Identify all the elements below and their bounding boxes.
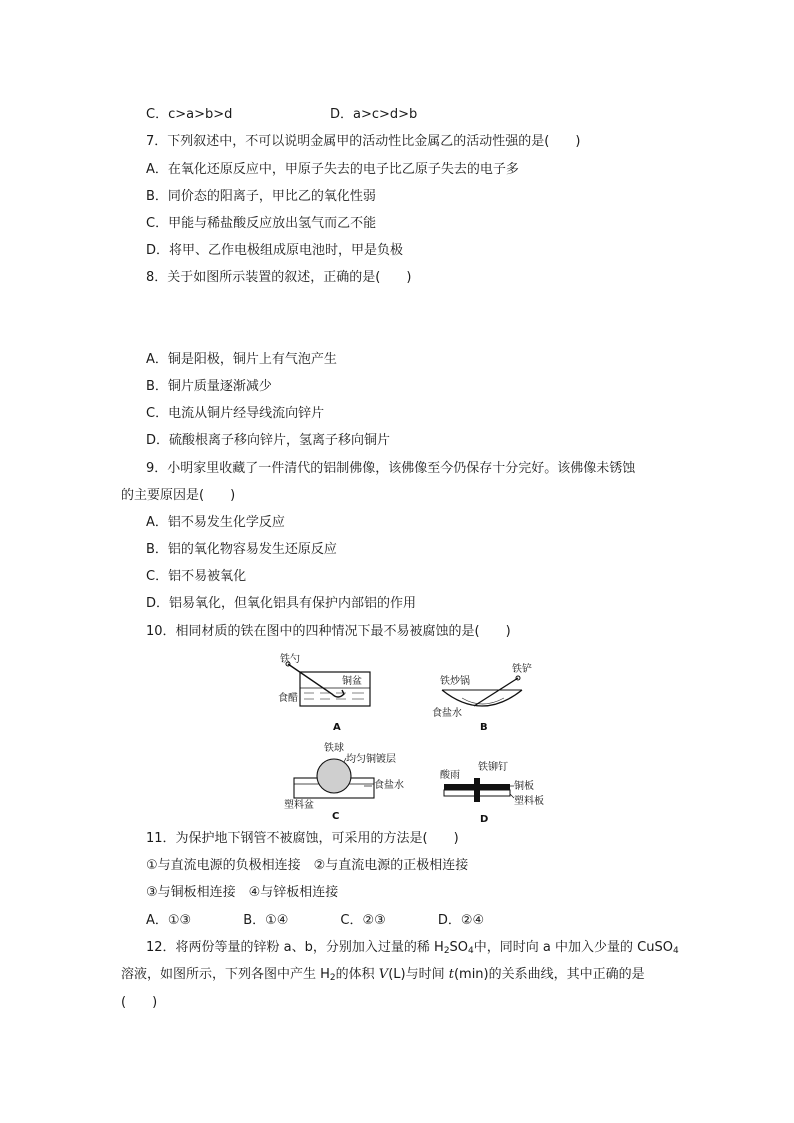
- q12-text-g: (min)的关系曲线，其中正确的是: [453, 967, 645, 982]
- label-iron-rivet: 铁铆钉: [478, 762, 508, 773]
- label-iron-spatula: 铁铲: [512, 664, 532, 675]
- figure-c-tag: C: [332, 811, 340, 820]
- label-iron-spoon: 铁勺: [280, 654, 300, 665]
- q12-sub1: 2: [443, 946, 450, 956]
- label-copper-coating: 均匀铜镀层: [346, 754, 396, 765]
- q12-text-a: 12．将两份等量的锌粉 a、b，分别加入过量的稀 H: [146, 940, 444, 955]
- q10-figure-c: [282, 740, 422, 820]
- q10-stem: 10．相同材质的铁在图中的四种情况下最不易被腐蚀的是( ): [146, 624, 511, 639]
- label-iron-wok: 铁炒锅: [440, 676, 470, 687]
- figure-b-tag: B: [480, 722, 488, 733]
- label-vinegar: 食醋: [278, 693, 298, 704]
- q12-text-d: 溶液，如图所示，下列各图中产生 H: [121, 967, 330, 982]
- q10-figure-b: [432, 660, 542, 736]
- q11-methods-line1: ①与直流电源的负极相连接 ②与直流电源的正极相连接: [146, 858, 469, 873]
- q12-stem-line3: ( ): [121, 995, 158, 1010]
- q8-stem: 8．关于如图所示装置的叙述，正确的是( ): [146, 270, 412, 285]
- figure-a-tag: A: [333, 722, 341, 733]
- q11-methods-line2: ③与铜板相连接 ④与锌板相连接: [146, 885, 339, 900]
- label-plastic-plate: 塑料板: [514, 796, 544, 807]
- q12-text-c: 中，同时向 a 中加入少量的 CuSO: [473, 940, 673, 955]
- q12-var-t: t: [448, 967, 454, 982]
- q12-text-e: 的体积: [335, 967, 379, 982]
- label-iron-ball: 铁球: [324, 743, 344, 754]
- q9-option-b: B．铝的氧化物容易发生还原反应: [146, 542, 337, 557]
- q12-stem-line2: [121, 966, 645, 984]
- q10-figure-a: [270, 652, 380, 734]
- q9-option-a: A．铝不易发生化学反应: [146, 515, 285, 530]
- q8-option-a: A．铜是阳极，铜片上有气泡产生: [146, 352, 337, 367]
- q12-stem-line1: [146, 939, 679, 957]
- q7-option-b: B．同价态的阳离子，甲比乙的氧化性弱: [146, 189, 376, 204]
- q8-option-b: B．铜片质量逐渐减少: [146, 379, 272, 394]
- label-brine-b: 食盐水: [432, 708, 462, 719]
- label-plastic-basin: 塑料盆: [284, 800, 314, 811]
- q10-figure-d: [440, 756, 560, 824]
- q9-stem-line1: 9．小明家里收藏了一件清代的铝制佛像，该佛像至今仍保存十分完好。该佛像未锈蚀: [146, 461, 636, 476]
- q8-option-d: D．硫酸根离子移向锌片，氢离子移向铜片: [146, 433, 391, 448]
- q6-option-c: C．c>a>b>d: [146, 107, 233, 122]
- q12-sub2: 4: [468, 946, 474, 956]
- q9-stem-line2: 的主要原因是( ): [121, 488, 236, 503]
- q12-var-v: V: [378, 967, 389, 982]
- q12-text-f: (L)与时间: [388, 967, 449, 982]
- iron-wok-shape: [442, 690, 522, 706]
- q7-option-d: D．将甲、乙作电极组成原电池时，甲是负极: [146, 243, 404, 258]
- q7-option-a: A．在氧化还原反应中，甲原子失去的电子比乙原子失去的电子多: [146, 162, 519, 177]
- label-copper-plate: 铜板: [514, 781, 534, 792]
- q9-option-d: D．铝易氧化，但氧化铝具有保护内部铝的作用: [146, 596, 417, 611]
- q7-stem: 7．下列叙述中，不可以说明金属甲的活动性比金属乙的活动性强的是( ): [146, 134, 581, 149]
- q12-sub4: 2: [329, 973, 336, 983]
- q12-sub3: 4: [672, 946, 679, 956]
- q11-options: A．①③ B．①④ C．②③ D．②④: [146, 913, 485, 928]
- label-copper-basin: 铜盆: [342, 676, 362, 687]
- q11-stem: 11．为保护地下钢管不被腐蚀，可采用的方法是( ): [146, 831, 459, 846]
- q6-option-d: D．a>c>d>b: [330, 107, 418, 122]
- label-acid-rain: 酸雨: [440, 770, 460, 781]
- q12-text-b: SO: [449, 940, 469, 955]
- q7-option-c: C．甲能与稀盐酸反应放出氢气而乙不能: [146, 216, 377, 231]
- q9-option-c: C．铝不易被氧化: [146, 569, 247, 584]
- label-brine-c: 食盐水: [374, 780, 404, 791]
- q8-option-c: C．电流从铜片经导线流向锌片: [146, 406, 325, 421]
- figure-d-tag: D: [480, 814, 489, 824]
